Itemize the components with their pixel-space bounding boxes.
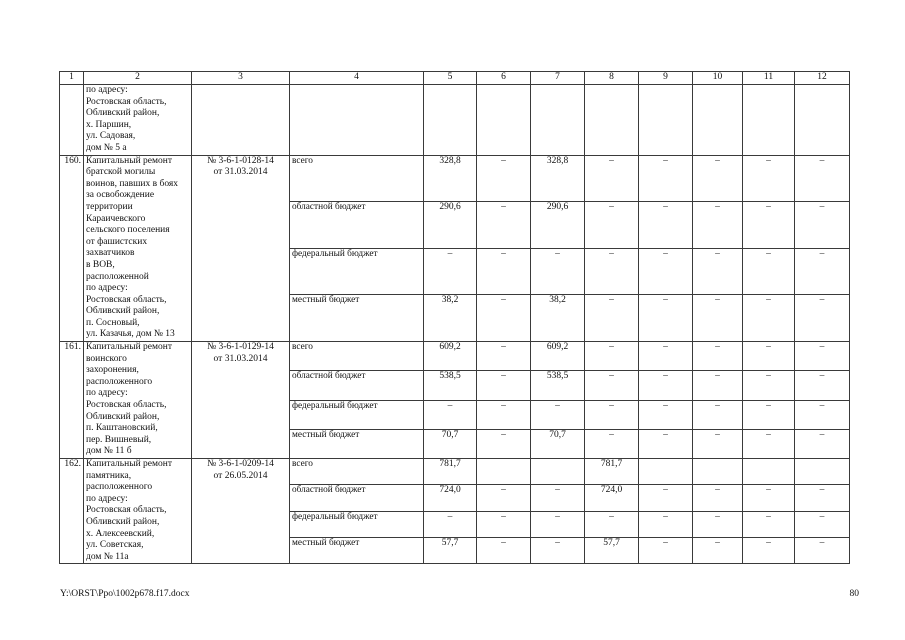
contract-line: № 3-6-1-0128-14: [207, 155, 274, 166]
amount-cell: –: [639, 485, 693, 511]
amount-cell: –: [639, 537, 693, 563]
name-line: по адресу:: [86, 283, 128, 294]
name-line: Ростовская область,: [86, 294, 167, 305]
amount-cell: –: [743, 429, 795, 458]
amount-cell: –: [693, 342, 743, 371]
name-line: Обливский район,: [86, 516, 160, 527]
funding-source-cell: всего: [290, 459, 424, 485]
empty-cell: [585, 85, 639, 156]
amount-cell: –: [531, 248, 585, 295]
amount-cell: 724,0: [424, 485, 477, 511]
funding-source-cell: местный бюджет: [290, 429, 424, 458]
amount-cell: [693, 459, 743, 485]
name-line: за освобождение: [86, 190, 155, 201]
contract-number-cell: [192, 155, 290, 342]
name-line: дом № 11 б: [86, 446, 132, 457]
amount-cell: 57,7: [424, 537, 477, 563]
amount-cell: –: [477, 485, 531, 511]
amount-cell: 290,6: [424, 202, 477, 249]
name-line: дом № 11а: [86, 551, 129, 562]
amount-cell: [531, 459, 585, 485]
column-number-header: 7: [531, 72, 585, 85]
amount-cell: –: [585, 511, 639, 537]
column-number-header: 1: [60, 72, 84, 85]
object-name-cell: [84, 459, 192, 564]
column-number-header: 9: [639, 72, 693, 85]
amount-cell: 57,7: [585, 537, 639, 563]
amount-cell: –: [639, 511, 693, 537]
amount-cell: –: [585, 155, 639, 202]
object-name-cell: [84, 85, 192, 156]
amount-cell: –: [743, 342, 795, 371]
amount-cell: –: [477, 537, 531, 563]
funding-source-cell: федеральный бюджет: [290, 511, 424, 537]
item-number-cell: 162.: [60, 459, 84, 564]
name-line: Обливский район,: [86, 411, 160, 422]
amount-cell: –: [424, 248, 477, 295]
amount-cell: –: [477, 202, 531, 249]
amount-cell: –: [585, 248, 639, 295]
amount-cell: –: [795, 295, 850, 342]
funding-source-cell: всего: [290, 155, 424, 202]
name-line: п. Каштановский,: [86, 423, 158, 434]
name-line: по адресу:: [86, 493, 128, 504]
name-line: по адресу:: [86, 85, 128, 95]
amount-cell: 328,8: [424, 155, 477, 202]
amount-cell: 724,0: [585, 485, 639, 511]
name-line: Капитальный ремонт: [86, 342, 173, 353]
amount-cell: –: [639, 248, 693, 295]
header-row: [60, 72, 850, 85]
name-line: Обливский район,: [86, 306, 160, 317]
amount-cell: –: [639, 295, 693, 342]
table-row: [60, 155, 850, 202]
column-number-header: 10: [693, 72, 743, 85]
name-line: Ростовская область,: [86, 505, 167, 516]
amount-cell: –: [477, 295, 531, 342]
amount-cell: –: [585, 371, 639, 400]
amount-cell: –: [743, 400, 795, 429]
contract-number-cell: [192, 342, 290, 459]
footer-file-path: Y:\ORST\Ppo\1002p678.f17.docx: [60, 589, 190, 599]
continuation-row: [60, 85, 850, 156]
funding-source-cell: всего: [290, 342, 424, 371]
amount-cell: 70,7: [531, 429, 585, 458]
amount-cell: –: [795, 537, 850, 563]
empty-cell: [639, 85, 693, 156]
amount-cell: –: [477, 342, 531, 371]
amount-cell: –: [795, 155, 850, 202]
column-number-header: 11: [743, 72, 795, 85]
amount-cell: 538,5: [531, 371, 585, 400]
amount-cell: –: [795, 485, 850, 511]
amount-cell: –: [795, 371, 850, 400]
amount-cell: –: [795, 248, 850, 295]
name-line: ул. Советская,: [86, 540, 144, 551]
amount-cell: –: [795, 400, 850, 429]
amount-cell: –: [477, 429, 531, 458]
name-line: х. Алексеевский,: [86, 528, 155, 539]
name-line: пер. Вишневый,: [86, 434, 152, 445]
funding-source-cell: федеральный бюджет: [290, 400, 424, 429]
amount-cell: –: [693, 429, 743, 458]
column-number-header: 6: [477, 72, 531, 85]
column-number-header: 3: [192, 72, 290, 85]
amount-cell: –: [424, 511, 477, 537]
column-number-header: 8: [585, 72, 639, 85]
column-number-header: 5: [424, 72, 477, 85]
amount-cell: –: [693, 155, 743, 202]
amount-cell: –: [639, 155, 693, 202]
empty-cell: [424, 85, 477, 156]
name-line: территории: [86, 201, 133, 212]
amount-cell: –: [585, 429, 639, 458]
amount-cell: –: [743, 485, 795, 511]
name-line: п. Сосновый,: [86, 317, 140, 328]
amount-cell: –: [585, 295, 639, 342]
item-number-cell: 160.: [60, 155, 84, 342]
funding-source-cell: федеральный бюджет: [290, 248, 424, 295]
column-number-header: 12: [795, 72, 850, 85]
empty-cell: [795, 85, 850, 156]
contract-number-cell: [192, 459, 290, 564]
amount-cell: –: [477, 511, 531, 537]
empty-cell: [531, 85, 585, 156]
funding-source-cell: областной бюджет: [290, 202, 424, 249]
empty-cell: [290, 85, 424, 156]
name-line: сельского поселения: [86, 225, 170, 236]
amount-cell: 781,7: [424, 459, 477, 485]
name-line: воинского: [86, 353, 127, 364]
amount-cell: [795, 459, 850, 485]
amount-cell: –: [693, 485, 743, 511]
amount-cell: [477, 459, 531, 485]
amount-cell: –: [743, 511, 795, 537]
amount-cell: –: [693, 537, 743, 563]
amount-cell: –: [693, 400, 743, 429]
footer-page-number: 80: [849, 589, 859, 599]
name-line: ул. Садовая,: [86, 131, 136, 142]
amount-cell: –: [639, 202, 693, 249]
empty-cell: [192, 85, 290, 156]
amount-cell: –: [795, 429, 850, 458]
amount-cell: –: [693, 248, 743, 295]
amount-cell: –: [743, 248, 795, 295]
contract-line: № 3-6-1-0209-14: [207, 459, 274, 469]
amount-cell: –: [585, 342, 639, 371]
amount-cell: –: [477, 248, 531, 295]
amount-cell: 70,7: [424, 429, 477, 458]
amount-cell: –: [743, 202, 795, 249]
amount-cell: –: [795, 511, 850, 537]
item-number-cell: 161.: [60, 342, 84, 459]
amount-cell: –: [585, 202, 639, 249]
amount-cell: –: [424, 400, 477, 429]
amount-cell: –: [795, 342, 850, 371]
funding-source-cell: областной бюджет: [290, 371, 424, 400]
name-line: х. Паршин,: [86, 119, 132, 130]
name-line: захватчиков: [86, 248, 135, 259]
name-line: воинов, павших в боях: [86, 178, 179, 189]
name-line: захоронения,: [86, 365, 139, 376]
name-line: Капитальный ремонт: [86, 155, 173, 166]
amount-cell: 609,2: [424, 342, 477, 371]
name-line: Капитальный ремонт: [86, 459, 173, 469]
name-line: памятника,: [86, 470, 132, 481]
amount-cell: –: [693, 371, 743, 400]
amount-cell: –: [477, 400, 531, 429]
amount-cell: 781,7: [585, 459, 639, 485]
column-number-header: 2: [84, 72, 192, 85]
amount-cell: 609,2: [531, 342, 585, 371]
table-row: [60, 459, 850, 485]
budget-table: [59, 71, 850, 564]
amount-cell: –: [531, 511, 585, 537]
name-line: Караичевского: [86, 213, 146, 224]
amount-cell: –: [477, 155, 531, 202]
amount-cell: –: [693, 511, 743, 537]
column-number-header: 4: [290, 72, 424, 85]
amount-cell: –: [743, 295, 795, 342]
amount-cell: –: [639, 429, 693, 458]
amount-cell: –: [795, 202, 850, 249]
name-line: дом № 5 а: [86, 142, 127, 153]
amount-cell: 328,8: [531, 155, 585, 202]
name-line: расположенной: [86, 271, 149, 282]
amount-cell: –: [531, 485, 585, 511]
amount-cell: –: [639, 342, 693, 371]
name-line: от фашистских: [86, 236, 148, 247]
name-line: Обливский район,: [86, 108, 160, 119]
name-line: расположенного: [86, 482, 153, 493]
object-name-cell: [84, 342, 192, 459]
amount-cell: [743, 459, 795, 485]
name-line: Ростовская область,: [86, 400, 167, 411]
name-line: Ростовская область,: [86, 96, 167, 107]
object-name-cell: [84, 155, 192, 342]
amount-cell: –: [693, 202, 743, 249]
name-line: в ВОВ,: [86, 259, 115, 270]
amount-cell: –: [639, 371, 693, 400]
amount-cell: –: [743, 537, 795, 563]
name-line: расположенного: [86, 376, 153, 387]
amount-cell: –: [531, 400, 585, 429]
amount-cell: 538,5: [424, 371, 477, 400]
amount-cell: 290,6: [531, 202, 585, 249]
item-number-cell: [60, 85, 84, 156]
empty-cell: [693, 85, 743, 156]
amount-cell: –: [639, 400, 693, 429]
amount-cell: [639, 459, 693, 485]
amount-cell: –: [693, 295, 743, 342]
amount-cell: –: [531, 537, 585, 563]
amount-cell: –: [743, 371, 795, 400]
contract-line: № 3-6-1-0129-14: [207, 342, 274, 353]
empty-cell: [477, 85, 531, 156]
amount-cell: –: [585, 400, 639, 429]
name-line: по адресу:: [86, 388, 128, 399]
funding-source-cell: местный бюджет: [290, 295, 424, 342]
amount-cell: 38,2: [424, 295, 477, 342]
amount-cell: –: [743, 155, 795, 202]
funding-source-cell: областной бюджет: [290, 485, 424, 511]
contract-line: от 26.05.2014: [213, 470, 268, 481]
empty-cell: [743, 85, 795, 156]
contract-line: от 31.03.2014: [213, 167, 268, 178]
funding-source-cell: местный бюджет: [290, 537, 424, 563]
amount-cell: 38,2: [531, 295, 585, 342]
amount-cell: –: [477, 371, 531, 400]
name-line: ул. Казачья, дом № 13: [86, 329, 175, 340]
name-line: братской могилы: [86, 167, 156, 178]
contract-line: от 31.03.2014: [213, 353, 268, 364]
table-row: [60, 342, 850, 371]
